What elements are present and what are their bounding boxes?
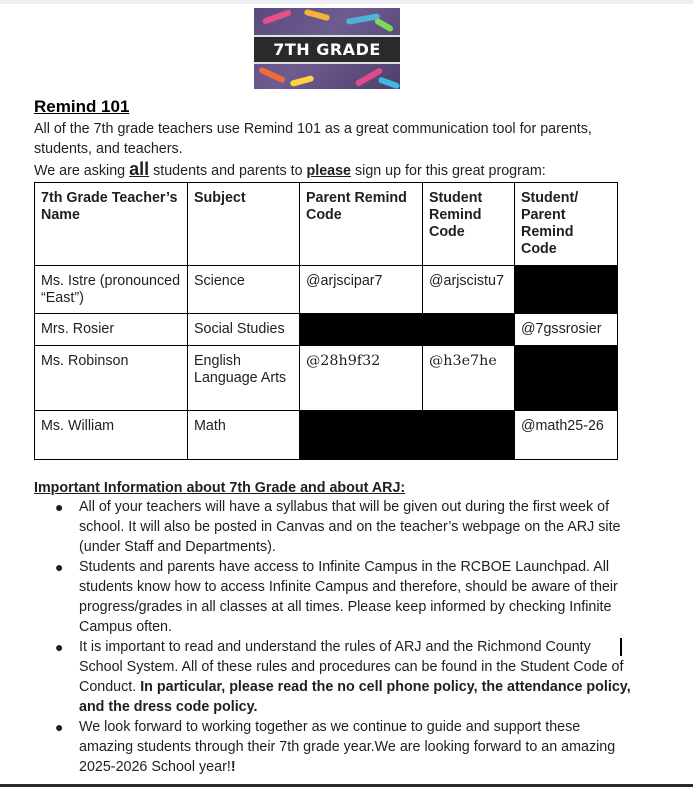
list-item-bold-text: ! — [230, 759, 236, 775]
list-item-bold-text: In particular, please read the no cell phone policy, the attendance policy, and the dress code policy. — [79, 679, 631, 715]
crayon-decoration — [290, 75, 315, 87]
parent-code: @28h9f32 — [300, 346, 423, 411]
student-code: @arjscistu7 — [423, 266, 515, 314]
header-parent-code: Parent Remind Code — [300, 183, 423, 266]
table-header-row — [35, 183, 618, 266]
teacher-name: Ms. William — [35, 411, 188, 460]
combined-code: @math25-26 — [515, 411, 618, 460]
signup-text-pre: We are asking — [34, 163, 130, 179]
redacted-cell — [423, 314, 515, 346]
bullet-icon: ● — [55, 639, 64, 655]
list-item — [55, 497, 634, 557]
parent-code: @arjscipar7 — [300, 266, 423, 314]
list-item — [55, 637, 634, 717]
signup-request — [34, 159, 634, 181]
list-item-text: We look forward to working together as we continue to guide and support these amazing students through their 7th grade year.We are looking forward to an amazing 2025-2026 School year! — [79, 719, 616, 775]
table-row — [35, 411, 618, 460]
subject: Math — [188, 411, 300, 460]
table-row — [35, 346, 618, 411]
info-section-title: Important Information about 7th Grade and about ARJ: — [34, 480, 406, 496]
redacted-cell — [515, 346, 618, 411]
list-item — [55, 557, 634, 637]
emphasis-please: please — [306, 163, 352, 179]
top-strip — [0, 0, 693, 4]
intro-paragraph: All of the 7th grade teachers use Remind 101 as a great communication tool for parents, students, and teachers. — [34, 121, 592, 157]
table-row — [35, 314, 618, 346]
subject: Science — [188, 266, 300, 314]
student-code: @h3e7he — [423, 346, 515, 411]
table-row — [35, 266, 618, 314]
crayon-decoration — [262, 9, 292, 25]
list-item-text: Students and parents have access to Infinite Campus in the RCBOE Launchpad. All students know how to access Infinite Campus and therefore, should be aware of their progress/grades in all classes at all times. Please keep informed by checking Infinite Campus often. — [79, 559, 618, 635]
header-combined-code: Student/ Parent Remind Code — [515, 183, 618, 266]
bullet-icon: ● — [55, 499, 64, 515]
bullet-icon: ● — [55, 559, 64, 575]
banner-title: 7TH GRADE — [254, 35, 400, 64]
list-item-text: It is important to read and understand the rules of ARJ and the Richmond County School System. All of these rules and procedures can be found in the Student Code of Conduct. — [79, 639, 624, 695]
signup-text-mid: students and parents to — [149, 163, 307, 179]
teacher-name: Ms. Robinson — [35, 346, 188, 411]
combined-code: @7gssrosier — [515, 314, 618, 346]
list-item — [55, 717, 634, 777]
subject: Social Studies — [188, 314, 300, 346]
redacted-cell — [423, 411, 515, 460]
header-student-code: Student Remind Code — [423, 183, 515, 266]
crayon-decoration — [378, 76, 400, 89]
redacted-cell — [515, 266, 618, 314]
crayon-decoration — [374, 17, 394, 32]
teacher-name: Mrs. Rosier — [35, 314, 188, 346]
redacted-cell — [300, 314, 423, 346]
crayon-decoration — [258, 66, 286, 83]
page-heading: Remind 101 — [34, 97, 130, 116]
header-teacher: 7th Grade Teacher’s Name — [35, 183, 188, 266]
text-cursor — [620, 638, 622, 656]
redacted-cell — [300, 411, 423, 460]
signup-text-post: sign up for this great program: — [351, 163, 546, 179]
remind-codes-table — [34, 182, 618, 460]
subject: English Language Arts — [188, 346, 300, 411]
crayon-decoration — [304, 9, 331, 22]
header-subject: Subject — [188, 183, 300, 266]
bullet-icon: ● — [55, 719, 64, 735]
list-item-text: All of your teachers will have a syllabus that will be given out during the first week of school. It will also be posted in Canvas and on the teacher’s webpage on the ARJ site (under Staff and Departments). — [79, 499, 621, 555]
info-list — [34, 497, 634, 777]
teacher-name: Ms. Istre (pronounced “East”) — [35, 266, 188, 314]
emphasis-all: all — [129, 159, 150, 179]
grade-banner-image — [254, 8, 400, 89]
